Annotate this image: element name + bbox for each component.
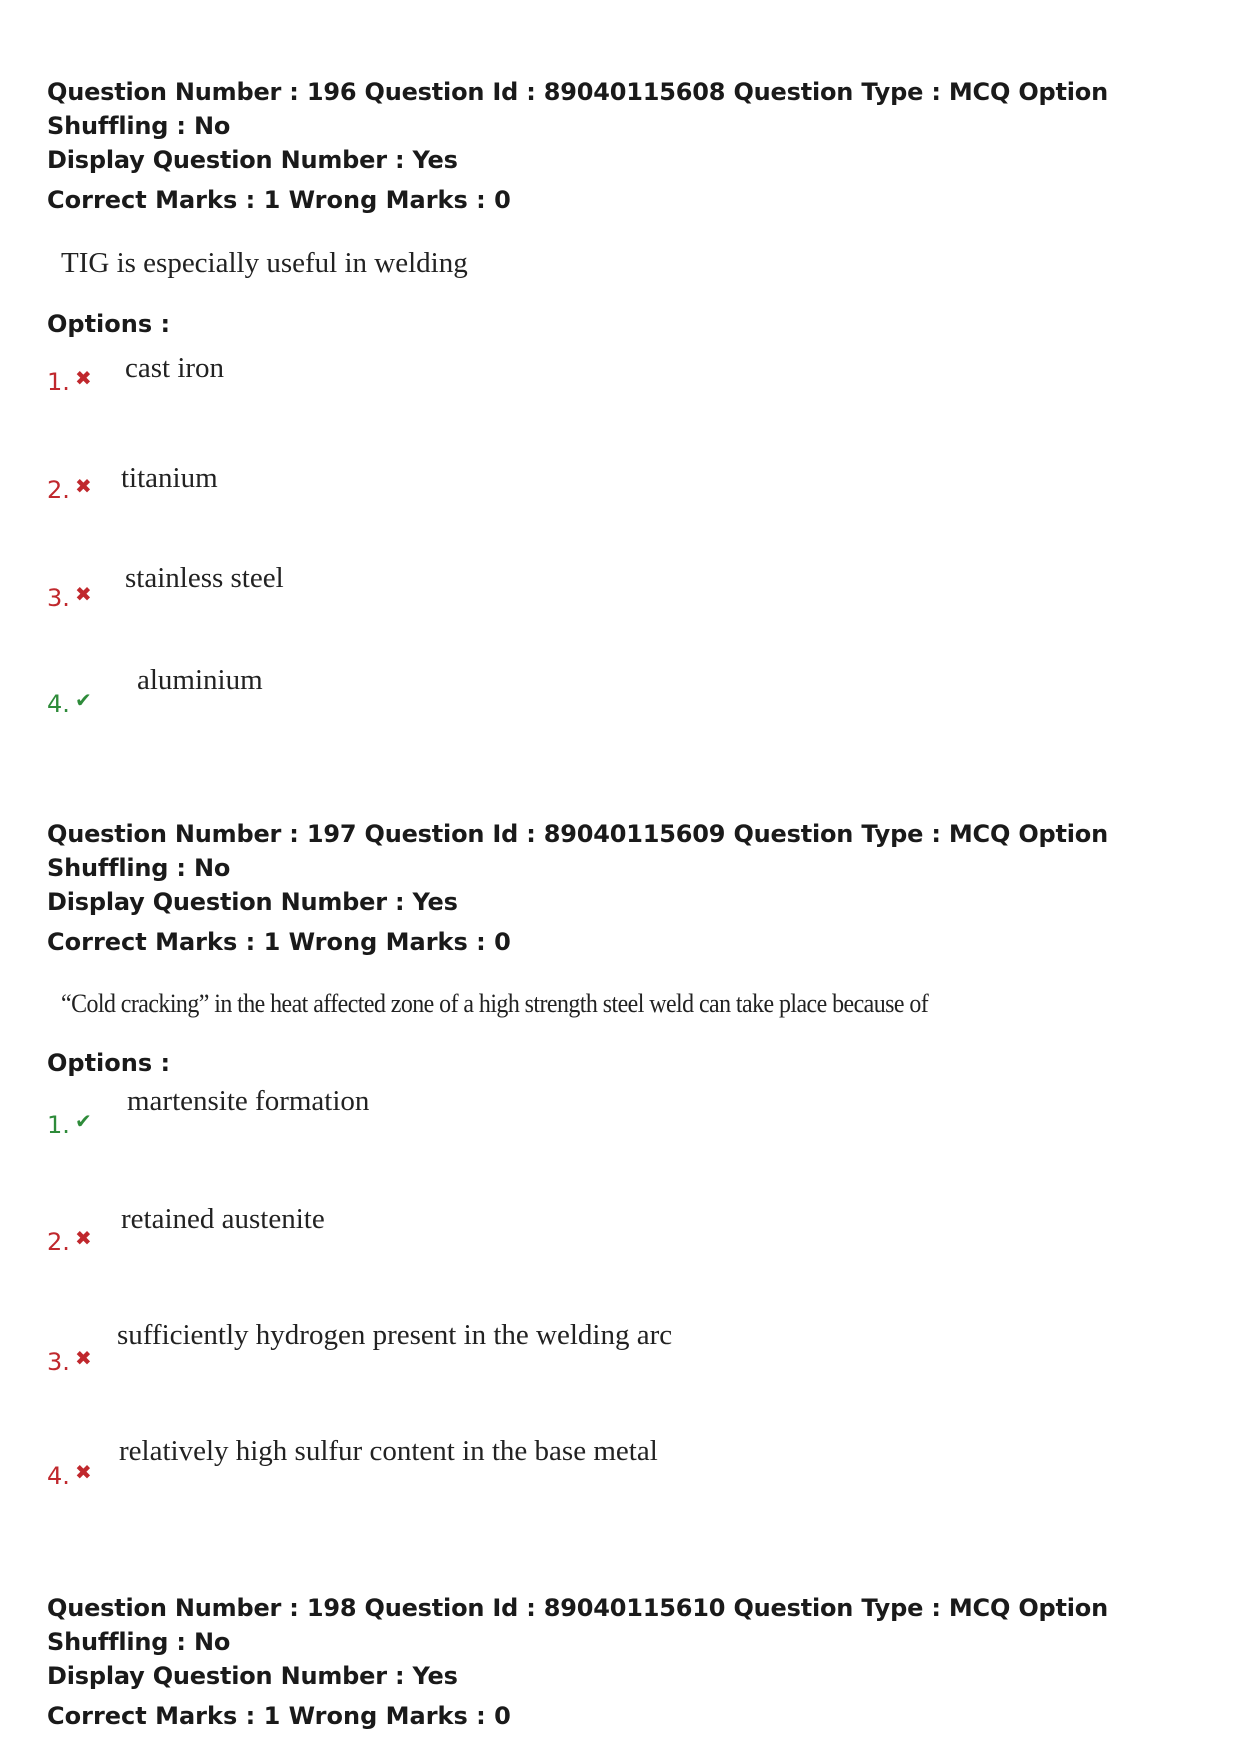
option-4 [47, 1435, 1207, 1555]
question-header: Question Number : 197 Question Id : 89040115609 Question Type : MCQ Option Shuffling : No [47, 820, 1108, 882]
option-3 [47, 1319, 1207, 1439]
option-number: 2. [47, 476, 70, 504]
option-text: cast iron [125, 352, 225, 384]
cross-icon: ✖ [75, 366, 92, 390]
question-197 [47, 817, 1207, 1555]
cross-icon: ✖ [75, 1460, 92, 1484]
question-stem: TIG is especially useful in welding [61, 247, 468, 279]
cross-icon: ✖ [75, 1226, 92, 1250]
display-question-number: Display Question Number : Yes [47, 888, 458, 916]
question-header: Question Number : 196 Question Id : 89040115608 Question Type : MCQ Option Shuffling : No [47, 78, 1108, 140]
option-text: martensite formation [127, 1085, 370, 1117]
cross-icon: ✖ [75, 582, 92, 606]
option-text: retained austenite [121, 1203, 325, 1235]
cross-icon: ✖ [75, 1346, 92, 1370]
options-list [47, 1085, 1207, 1555]
check-icon: ✔ [75, 1109, 92, 1133]
option-number: 4. [47, 1462, 70, 1490]
option-number: 4. [47, 690, 70, 718]
display-question-number: Display Question Number : Yes [47, 146, 458, 174]
option-text: sufficiently hydrogen present in the welding arc [117, 1319, 673, 1351]
cross-icon: ✖ [75, 474, 92, 498]
options-label: Options : [47, 310, 171, 338]
question-196 [47, 75, 1207, 816]
option-text: stainless steel [125, 562, 284, 594]
marks-line: Correct Marks : 1 Wrong Marks : 0 [47, 186, 511, 214]
option-number: 1. [47, 1111, 70, 1139]
display-question-number: Display Question Number : Yes [47, 1662, 458, 1690]
marks-line: Correct Marks : 1 Wrong Marks : 0 [47, 928, 511, 956]
option-number: 1. [47, 368, 70, 396]
question-198 [47, 1591, 1207, 1733]
option-text: relatively high sulfur content in the base metal [119, 1435, 658, 1467]
option-text: titanium [121, 462, 218, 494]
option-4 [47, 664, 1207, 816]
check-icon: ✔ [75, 688, 92, 712]
option-number: 2. [47, 1228, 70, 1256]
option-1 [47, 352, 1207, 468]
marks-line: Correct Marks : 1 Wrong Marks : 0 [47, 1702, 511, 1730]
question-stem: “Cold cracking” in the heat affected zone of a high strength steel weld can take place because of [61, 989, 929, 1018]
option-number: 3. [47, 584, 70, 612]
option-1 [47, 1085, 1207, 1207]
options-label: Options : [47, 1049, 171, 1077]
option-number: 3. [47, 1348, 70, 1376]
option-text: aluminium [137, 664, 263, 696]
question-header: Question Number : 198 Question Id : 89040115610 Question Type : MCQ Option Shuffling : No [47, 1594, 1108, 1656]
options-list [47, 352, 1207, 816]
option-2 [47, 1203, 1207, 1323]
